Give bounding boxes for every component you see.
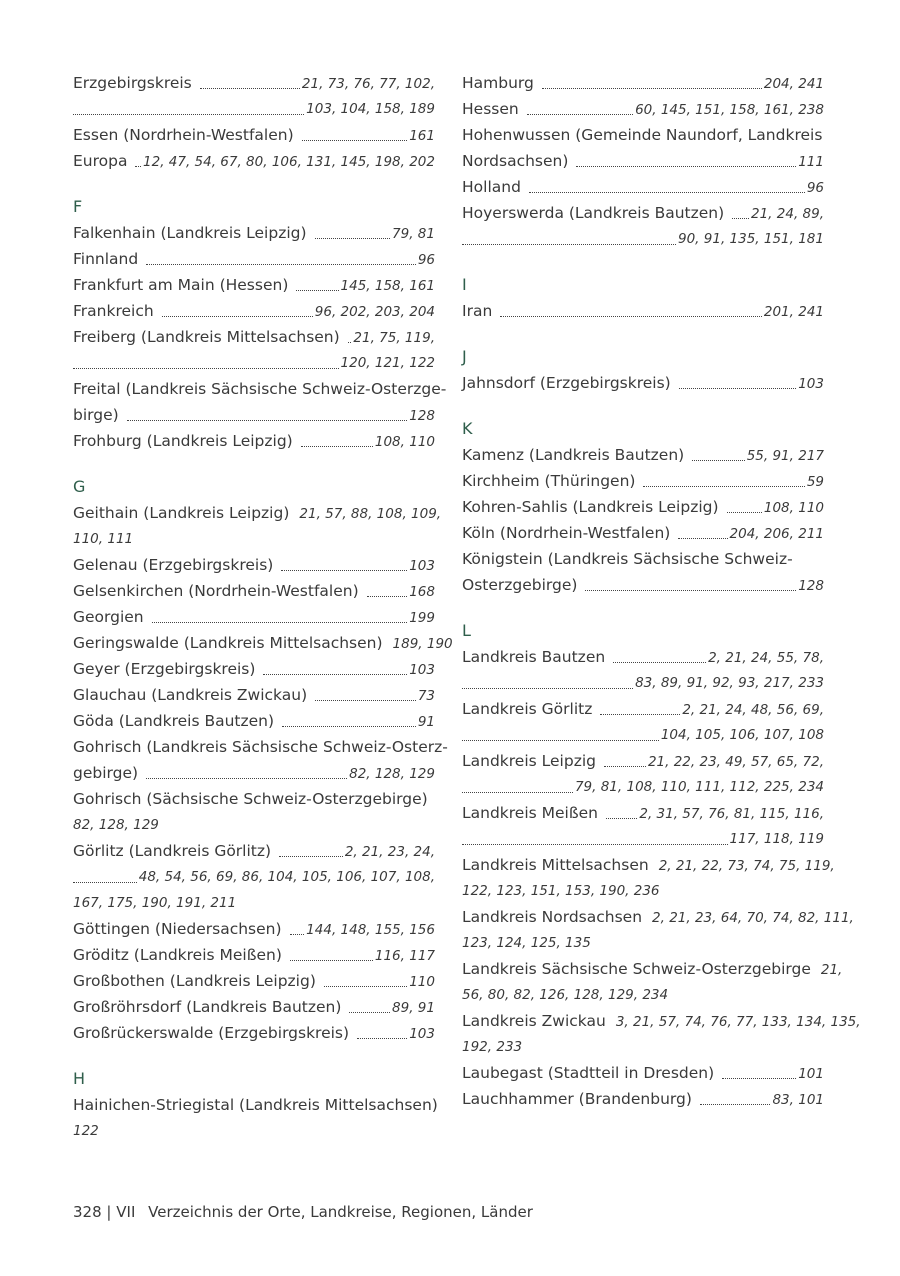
entry-line	[462, 852, 835, 878]
dot-leader	[462, 244, 676, 245]
entry-continuation	[462, 670, 824, 696]
entry-line	[73, 604, 435, 630]
index-entry	[73, 968, 435, 994]
entry-line	[462, 800, 824, 826]
entry-continuation	[462, 774, 824, 800]
dot-leader	[315, 700, 416, 701]
entry-continuation	[462, 226, 824, 252]
section-letter: K	[462, 419, 473, 438]
index-entry	[73, 1020, 435, 1046]
entry-pages-wrapped: 82, 128, 129	[73, 817, 159, 833]
entry-line	[73, 246, 435, 272]
entry-name: Göda (Landkreis Bautzen)	[73, 712, 275, 730]
entry-line	[73, 682, 435, 708]
dot-leader	[529, 192, 805, 193]
entry-name: Frohburg (Landkreis Leipzig)	[73, 432, 293, 450]
index-entry	[73, 220, 435, 246]
entry-pages: 128	[409, 408, 435, 424]
index-entry	[73, 578, 435, 604]
dot-leader	[135, 166, 141, 167]
entry-pages: 83, 101	[772, 1092, 824, 1108]
entry-pages: 110	[409, 974, 435, 990]
entry-name: Gröditz (Landkreis Meißen)	[73, 946, 282, 964]
section-letter: G	[73, 477, 86, 496]
entry-name-line: Hohenwussen (Gemeinde Naundorf, Landkreis	[462, 126, 823, 144]
entry-name: Georgien	[73, 608, 144, 626]
chapter-title: Verzeichnis der Orte, Landkreise, Regionen, Länder	[148, 1203, 533, 1221]
entry-line	[462, 520, 824, 546]
entry-line	[462, 200, 824, 226]
entry-line	[462, 1060, 824, 1086]
dot-leader	[462, 740, 659, 741]
entry-continuation	[73, 96, 435, 122]
entry-pages-wrapped: 56, 80, 82, 126, 128, 129, 234	[462, 987, 669, 1003]
entry-pages: 204, 241	[763, 76, 824, 92]
entry-pages: 108, 110	[763, 500, 824, 516]
entry-name: Europa	[73, 152, 128, 170]
entry-pages: 55, 91, 217	[746, 448, 824, 464]
entry-name-line: Freital (Landkreis Sächsische Schweiz-Osterzge-	[73, 380, 447, 398]
entry-pages: 111	[798, 154, 824, 170]
dot-leader	[302, 140, 408, 141]
index-section-l	[462, 618, 861, 1112]
entry-name-line: Gohrisch (Landkreis Sächsische Schweiz-Osterz-	[73, 738, 448, 756]
index-entry	[462, 1008, 861, 1060]
entry-name: Gohrisch (Sächsische Schweiz-Osterzgebirge)	[73, 790, 428, 808]
entry-line	[462, 370, 824, 396]
index-section-h	[73, 1066, 438, 1144]
dot-leader	[162, 316, 313, 317]
index-entry	[462, 904, 854, 956]
entry-pages: 96, 202, 203, 204	[314, 304, 435, 320]
section-letter: L	[462, 621, 471, 640]
entry-line	[73, 148, 435, 174]
entry-pages: 128	[798, 578, 824, 594]
entry-line	[462, 298, 824, 324]
entry-line	[73, 786, 435, 812]
entry-name: Laubegast (Stadtteil in Dresden)	[462, 1064, 715, 1082]
entry-name: Gelenau (Erzgebirgskreis)	[73, 556, 274, 574]
section-letter: I	[462, 275, 467, 294]
index-entry	[73, 246, 435, 272]
index-entry	[73, 682, 435, 708]
entry-name: Hainichen-Striegistal (Landkreis Mittelsachsen)	[73, 1096, 438, 1114]
entry-name: Holland	[462, 178, 521, 196]
index-entry	[462, 494, 824, 520]
entry-continuation	[462, 722, 824, 748]
dot-leader	[613, 662, 706, 663]
entry-name: Görlitz (Landkreis Görlitz)	[73, 842, 272, 860]
index-entry	[462, 800, 824, 852]
entry-line	[462, 96, 824, 122]
chapter-number: VII	[116, 1203, 136, 1221]
entry-name: Großröhrsdorf (Landkreis Bautzen)	[73, 998, 342, 1016]
dot-leader	[722, 1078, 796, 1079]
index-entry	[73, 428, 435, 454]
entry-pages: 21,	[820, 962, 843, 978]
entry-pages: 116, 117	[374, 948, 435, 964]
entry-line	[73, 220, 435, 246]
dot-leader	[604, 766, 646, 767]
entry-pages-wrapped: 167, 175, 190, 191, 211	[73, 895, 237, 911]
entry-line	[462, 1086, 824, 1112]
entry-pages: 199	[409, 610, 435, 626]
entry-name: Frankreich	[73, 302, 154, 320]
dot-leader	[606, 818, 637, 819]
entry-continuation	[462, 826, 824, 852]
index-entry	[462, 644, 824, 696]
entry-name: Hessen	[462, 100, 519, 118]
entry-name: Iran	[462, 302, 493, 320]
entry-line	[73, 298, 435, 324]
index-entry	[73, 734, 448, 786]
entry-pages: 21, 24, 89,	[751, 206, 824, 222]
index-entry	[73, 916, 435, 942]
entry-pages: 189, 190	[392, 636, 453, 652]
entry-line	[73, 552, 435, 578]
entry-name: Köln (Nordrhein-Westfalen)	[462, 524, 671, 542]
index-entry	[73, 838, 435, 916]
dot-leader	[542, 88, 762, 89]
dot-leader	[349, 1012, 390, 1013]
index-entry	[73, 552, 435, 578]
index-section-f	[73, 194, 447, 454]
entry-name: Finnland	[73, 250, 139, 268]
index-entry	[462, 1086, 824, 1112]
entry-line	[73, 1092, 438, 1118]
entry-pages: 2, 31, 57, 76, 81, 115, 116,	[639, 806, 824, 822]
entry-line	[462, 174, 824, 200]
entry-name: Nordsachsen)	[462, 152, 569, 170]
entry-name: Gelsenkirchen (Nordrhein-Westfalen)	[73, 582, 359, 600]
entry-pages: 96	[417, 252, 435, 268]
entry-continuation	[73, 350, 435, 376]
index-entry	[462, 546, 824, 598]
entry-name: Hamburg	[462, 74, 534, 92]
index-entry	[73, 630, 453, 656]
right-column	[462, 70, 861, 1132]
section-letter: J	[462, 347, 467, 366]
entry-pages: 3, 21, 57, 74, 76, 77, 133, 134, 135,	[615, 1014, 861, 1030]
entry-pages: 145, 158, 161	[340, 278, 435, 294]
entry-pages: 21, 75, 119,	[353, 330, 435, 346]
entry-name: Essen (Nordrhein-Westfalen)	[73, 126, 294, 144]
index-entry	[462, 70, 824, 96]
index-entry	[73, 272, 435, 298]
entry-line	[73, 402, 435, 428]
dot-leader	[692, 460, 745, 461]
entry-name: Göttingen (Niedersachsen)	[73, 920, 282, 938]
entry-line	[462, 748, 824, 774]
dot-leader	[152, 622, 408, 623]
dot-leader	[462, 844, 728, 845]
index-entry	[462, 442, 824, 468]
dot-leader	[600, 714, 680, 715]
entry-name: Landkreis Meißen	[462, 804, 598, 822]
entry-name: Geithain (Landkreis Leipzig)	[73, 504, 290, 522]
entry-line	[462, 644, 824, 670]
dot-leader	[127, 420, 408, 421]
index-entry	[462, 122, 824, 174]
entry-pages-continued: 48, 54, 56, 69, 86, 104, 105, 106, 107, 108,	[138, 869, 435, 885]
index-entry	[462, 520, 824, 546]
dot-leader	[315, 238, 391, 239]
entry-line	[73, 122, 435, 148]
entry-pages: 21, 57, 88, 108, 109,	[299, 506, 442, 522]
dot-leader	[727, 512, 762, 513]
entry-pages: 108, 110	[374, 434, 435, 450]
entry-line	[73, 656, 435, 682]
index-entry	[73, 324, 435, 376]
entry-pages: 82, 128, 129	[349, 766, 435, 782]
index-entry	[73, 994, 435, 1020]
entry-name: Landkreis Leipzig	[462, 752, 596, 770]
entry-pages: 103	[409, 1026, 435, 1042]
entry-name: Jahnsdorf (Erzgebirgskreis)	[462, 374, 671, 392]
entry-line	[462, 468, 824, 494]
dot-leader	[678, 538, 727, 539]
index-entry	[73, 942, 435, 968]
index-section-h-continued	[462, 70, 824, 252]
entry-pages: 101	[798, 1066, 824, 1082]
index-section-i	[462, 272, 824, 324]
entry-name: Geringswalde (Landkreis Mittelsachsen)	[73, 634, 383, 652]
entry-pages: 21, 73, 76, 77, 102,	[301, 76, 435, 92]
entry-pages: 103	[409, 558, 435, 574]
index-entry	[462, 748, 824, 800]
entry-name: Erzgebirgskreis	[73, 74, 192, 92]
dot-leader	[73, 882, 137, 883]
dot-leader	[500, 316, 762, 317]
left-column	[73, 70, 453, 1164]
index-entry	[73, 786, 435, 838]
index-entry	[462, 174, 824, 200]
dot-leader	[462, 792, 573, 793]
entry-pages-wrapped: 123, 124, 125, 135	[462, 935, 591, 951]
entry-line	[462, 1008, 861, 1034]
entry-name: Frankfurt am Main (Hessen)	[73, 276, 289, 294]
entry-name: Osterzgebirge)	[462, 576, 578, 594]
entry-pages: 201, 241	[763, 304, 824, 320]
index-entry	[73, 298, 435, 324]
dot-leader	[282, 726, 416, 727]
entry-pages: 2, 21, 22, 73, 74, 75, 119,	[658, 858, 835, 874]
section-letter: H	[73, 1069, 86, 1088]
entry-name: Hoyerswerda (Landkreis Bautzen)	[462, 204, 725, 222]
dot-leader	[200, 88, 300, 89]
entry-line	[73, 838, 435, 864]
entry-name: Landkreis Sächsische Schweiz-Osterzgebirge	[462, 960, 811, 978]
entry-line	[462, 70, 824, 96]
entry-line	[73, 942, 435, 968]
index-entry	[462, 200, 824, 252]
entry-name: Freiberg (Landkreis Mittelsachsen)	[73, 328, 340, 346]
dot-leader	[146, 778, 347, 779]
entry-pages: 2, 21, 24, 55, 78,	[708, 650, 824, 666]
index-entry	[462, 956, 843, 1008]
entry-line	[462, 956, 843, 982]
entry-name: Lauchhammer (Brandenburg)	[462, 1090, 692, 1108]
entry-pages-continued: 120, 121, 122	[340, 355, 435, 371]
entry-pages-wrapped: 122, 123, 151, 153, 190, 236	[462, 883, 660, 899]
page-footer	[73, 1203, 533, 1221]
dot-leader	[290, 960, 373, 961]
entry-pages-continued: 117, 118, 119	[729, 831, 824, 847]
entry-name: Kirchheim (Thüringen)	[462, 472, 636, 490]
entry-line	[73, 70, 435, 96]
entry-name-line: Königstein (Landkreis Sächsische Schweiz-	[462, 550, 793, 568]
index-section-k	[462, 416, 824, 598]
index-entry	[73, 148, 435, 174]
entry-pages: 59	[806, 474, 824, 490]
entry-name: Kohren-Sahlis (Landkreis Leipzig)	[462, 498, 719, 516]
dot-leader	[732, 218, 749, 219]
index-entry	[73, 708, 435, 734]
dot-leader	[700, 1104, 771, 1105]
entry-line	[73, 760, 435, 786]
index-entry	[73, 500, 442, 552]
dot-leader	[146, 264, 416, 265]
entry-line	[73, 500, 442, 526]
entry-pages: 161	[409, 128, 435, 144]
entry-line	[462, 442, 824, 468]
entry-pages-continued: 104, 105, 106, 107, 108	[660, 727, 824, 743]
index-entry	[73, 376, 447, 428]
index-entry	[462, 96, 824, 122]
index-entry	[73, 70, 435, 122]
index-entry	[462, 696, 824, 748]
entry-pages: 12, 47, 54, 67, 80, 106, 131, 145, 198, 202	[143, 154, 435, 170]
section-letter: F	[73, 197, 83, 216]
dot-leader	[73, 368, 339, 369]
entry-name: Landkreis Nordsachsen	[462, 908, 643, 926]
entry-pages: 2, 21, 23, 64, 70, 74, 82, 111,	[652, 910, 854, 926]
dot-leader	[462, 688, 633, 689]
entry-line	[73, 994, 435, 1020]
entry-line	[73, 428, 435, 454]
dot-leader	[290, 934, 305, 935]
entry-line	[73, 708, 435, 734]
entry-pages-continued: 103, 104, 158, 189	[306, 101, 435, 117]
entry-name: Großbothen (Landkreis Leipzig)	[73, 972, 316, 990]
entry-pages: 204, 206, 211	[729, 526, 824, 542]
dot-leader	[527, 114, 633, 115]
index-section-g	[73, 474, 453, 1046]
index-entry	[462, 298, 824, 324]
index-entry	[462, 370, 824, 396]
footer-separator: |	[106, 1203, 112, 1221]
entry-pages: 60, 145, 151, 158, 161, 238	[635, 102, 824, 118]
index-entry	[462, 468, 824, 494]
entry-line	[462, 904, 854, 930]
dot-leader	[296, 290, 338, 291]
entry-pages: 103	[798, 376, 824, 392]
entry-pages: 96	[806, 180, 824, 196]
entry-name: Landkreis Mittelsachsen	[462, 856, 649, 874]
dot-leader	[348, 342, 352, 343]
dot-leader	[263, 674, 407, 675]
entry-line	[73, 968, 435, 994]
entry-name: Geyer (Erzgebirgskreis)	[73, 660, 256, 678]
entry-name: gebirge)	[73, 764, 139, 782]
page-number: 328	[73, 1203, 102, 1221]
entry-pages: 91	[417, 714, 435, 730]
dot-leader	[585, 590, 796, 591]
entry-line	[462, 148, 824, 174]
entry-continuation	[73, 864, 435, 890]
entry-line	[462, 572, 824, 598]
entry-pages-continued: 90, 91, 135, 151, 181	[678, 231, 824, 247]
entry-pages-continued: 79, 81, 108, 110, 111, 112, 225, 234	[574, 779, 824, 795]
index-section-j	[462, 344, 824, 396]
dot-leader	[357, 1038, 407, 1039]
entry-line	[73, 272, 435, 298]
dot-leader	[301, 446, 373, 447]
entry-name: Glauchau (Landkreis Zwickau)	[73, 686, 308, 704]
dot-leader	[324, 986, 407, 987]
entry-pages: 2, 21, 24, 48, 56, 69,	[682, 702, 824, 718]
entry-pages-wrapped: 122	[73, 1123, 99, 1139]
index-section-e	[73, 70, 435, 174]
index-entry	[462, 852, 835, 904]
entry-name: Landkreis Görlitz	[462, 700, 593, 718]
entry-pages: 21, 22, 23, 49, 57, 65, 72,	[647, 754, 824, 770]
dot-leader	[367, 596, 408, 597]
dot-leader	[576, 166, 796, 167]
entry-name: Landkreis Zwickau	[462, 1012, 606, 1030]
entry-pages-wrapped: 110, 111	[73, 531, 134, 547]
entry-pages: 79, 81	[392, 226, 435, 242]
index-entry	[462, 1060, 824, 1086]
dot-leader	[643, 486, 804, 487]
index-entry	[73, 122, 435, 148]
entry-pages: 2, 21, 23, 24,	[344, 844, 435, 860]
entry-line	[73, 578, 435, 604]
entry-name: Falkenhain (Landkreis Leipzig)	[73, 224, 307, 242]
index-entry	[73, 1092, 438, 1144]
index-entry	[73, 604, 435, 630]
entry-pages: 144, 148, 155, 156	[306, 922, 435, 938]
entry-line	[73, 916, 435, 942]
entry-name: Großrückerswalde (Erzgebirgskreis)	[73, 1024, 350, 1042]
index-entry	[73, 656, 435, 682]
entry-line	[462, 696, 824, 722]
entry-name: Kamenz (Landkreis Bautzen)	[462, 446, 685, 464]
dot-leader	[73, 114, 304, 115]
dot-leader	[679, 388, 796, 389]
entry-line	[462, 494, 824, 520]
entry-line	[73, 1020, 435, 1046]
entry-pages: 103	[409, 662, 435, 678]
dot-leader	[281, 570, 407, 571]
entry-line	[73, 324, 435, 350]
dot-leader	[279, 856, 343, 857]
entry-pages: 168	[409, 584, 435, 600]
entry-pages-continued: 83, 89, 91, 92, 93, 217, 233	[635, 675, 824, 691]
entry-name: Landkreis Bautzen	[462, 648, 606, 666]
entry-pages: 73	[417, 688, 435, 704]
entry-pages: 89, 91	[392, 1000, 435, 1016]
entry-name: birge)	[73, 406, 119, 424]
entry-line	[73, 630, 453, 656]
entry-pages-wrapped: 192, 233	[462, 1039, 523, 1055]
